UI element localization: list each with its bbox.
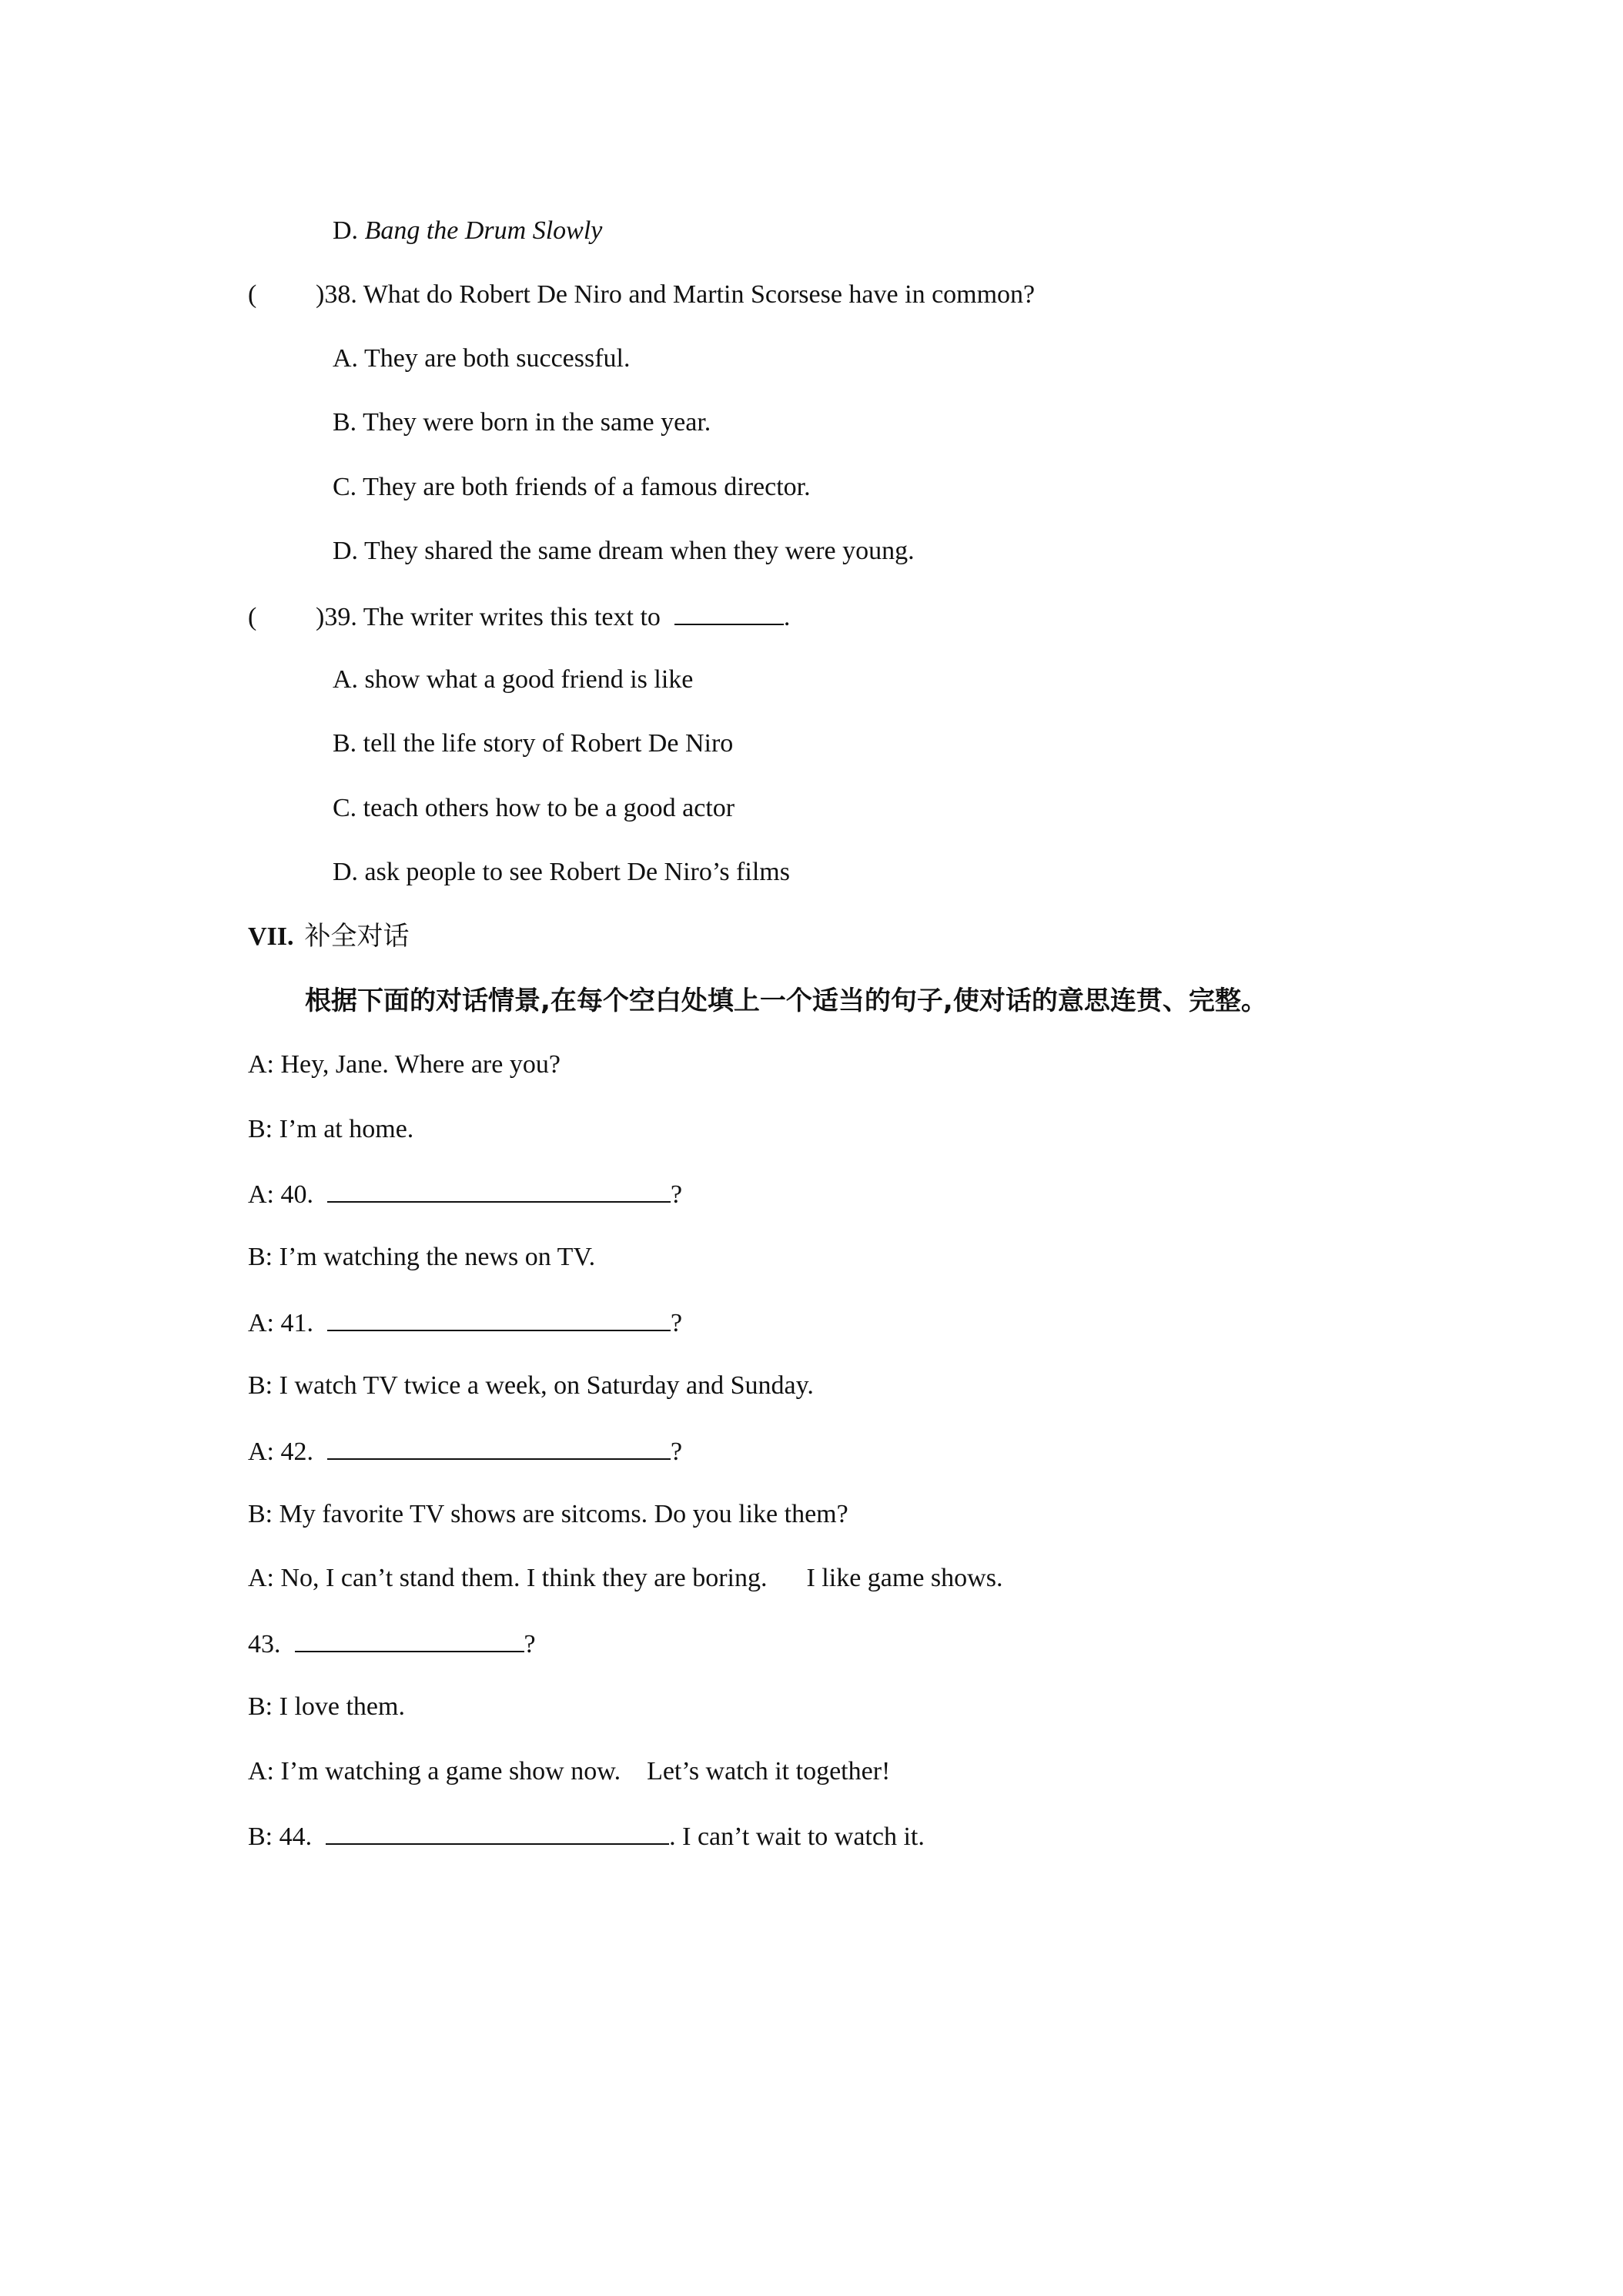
dialogue-line-6: B: I watch TV twice a week, on Saturday and Sunday.	[248, 1371, 814, 1400]
dialogue-line-7-suffix: ?	[671, 1438, 683, 1466]
q38-answer-paren: (	[248, 280, 257, 309]
dialogue-line-5	[248, 1307, 682, 1339]
q38-option-b: B. They were born in the same year.	[333, 408, 711, 437]
dialogue-line-12: A: I’m watching a game show now. Let’s watch it together!	[248, 1757, 891, 1786]
q37-option-d-title: Bang the Drum Slowly	[364, 216, 603, 245]
dialogue-line-7-prefix: A: 42.	[248, 1438, 313, 1466]
q39-stem-text: )39. The writer writes this text to	[316, 603, 661, 631]
dialogue-line-10	[248, 1628, 536, 1660]
q38-option-d: D. They shared the same dream when they were young.	[333, 537, 915, 565]
dialogue-line-13-suffix: . I can’t wait to watch it.	[669, 1822, 925, 1851]
q39-stem	[248, 601, 790, 633]
q37-option-d	[333, 216, 602, 246]
q38-stem-text: )38. What do Robert De Niro and Martin Scorsese have in common?	[316, 280, 1036, 309]
dialogue-line-1: A: Hey, Jane. Where are you?	[248, 1050, 561, 1079]
q39-blank	[674, 601, 784, 625]
blank-43	[295, 1628, 524, 1652]
dialogue-line-13-prefix: B: 44.	[248, 1822, 313, 1851]
dialogue-line-9: A: No, I can’t stand them. I think they are boring. I like game shows.	[248, 1564, 1003, 1592]
dialogue-line-4: B: I’m watching the news on TV.	[248, 1243, 596, 1271]
q39-option-d: D. ask people to see Robert De Niro’s films	[333, 858, 790, 886]
blank-42	[327, 1435, 671, 1460]
dialogue-line-8: B: My favorite TV shows are sitcoms. Do you like them?	[248, 1500, 848, 1528]
section-title: 补全对话	[304, 921, 410, 952]
q37-option-d-prefix: D.	[333, 216, 365, 245]
dialogue-line-10-prefix: 43.	[248, 1630, 281, 1658]
section-heading	[248, 921, 410, 952]
q39-option-b: B. tell the life story of Robert De Niro	[333, 729, 734, 758]
q39-option-c: C. teach others how to be a good actor	[333, 794, 735, 822]
blank-41	[327, 1307, 671, 1331]
dialogue-line-3-prefix: A: 40.	[248, 1180, 313, 1209]
dialogue-line-2: B: I’m at home.	[248, 1115, 414, 1143]
section-instruction: 根据下面的对话情景,在每个空白处填上一个适当的句子,使对话的意思连贯、完整。	[305, 986, 1267, 1016]
q38-option-a: A. They are both successful.	[333, 344, 631, 373]
blank-44	[326, 1820, 669, 1845]
dialogue-line-3	[248, 1178, 682, 1210]
q38-option-c: C. They are both friends of a famous director.	[333, 473, 811, 501]
blank-40	[327, 1178, 671, 1203]
dialogue-line-3-suffix: ?	[671, 1180, 683, 1209]
dialogue-line-7	[248, 1435, 682, 1468]
q39-option-a: A. show what a good friend is like	[333, 665, 694, 694]
q39-answer-paren: (	[248, 603, 257, 631]
dialogue-line-5-suffix: ?	[671, 1309, 683, 1337]
q38-stem	[248, 279, 1035, 310]
dialogue-line-5-prefix: A: 41.	[248, 1309, 313, 1337]
q39-stem-end: .	[783, 603, 791, 631]
dialogue-line-13	[248, 1820, 925, 1853]
section-numeral: VII.	[248, 922, 294, 951]
dialogue-line-11: B: I love them.	[248, 1692, 405, 1721]
dialogue-line-10-suffix: ?	[524, 1630, 536, 1658]
